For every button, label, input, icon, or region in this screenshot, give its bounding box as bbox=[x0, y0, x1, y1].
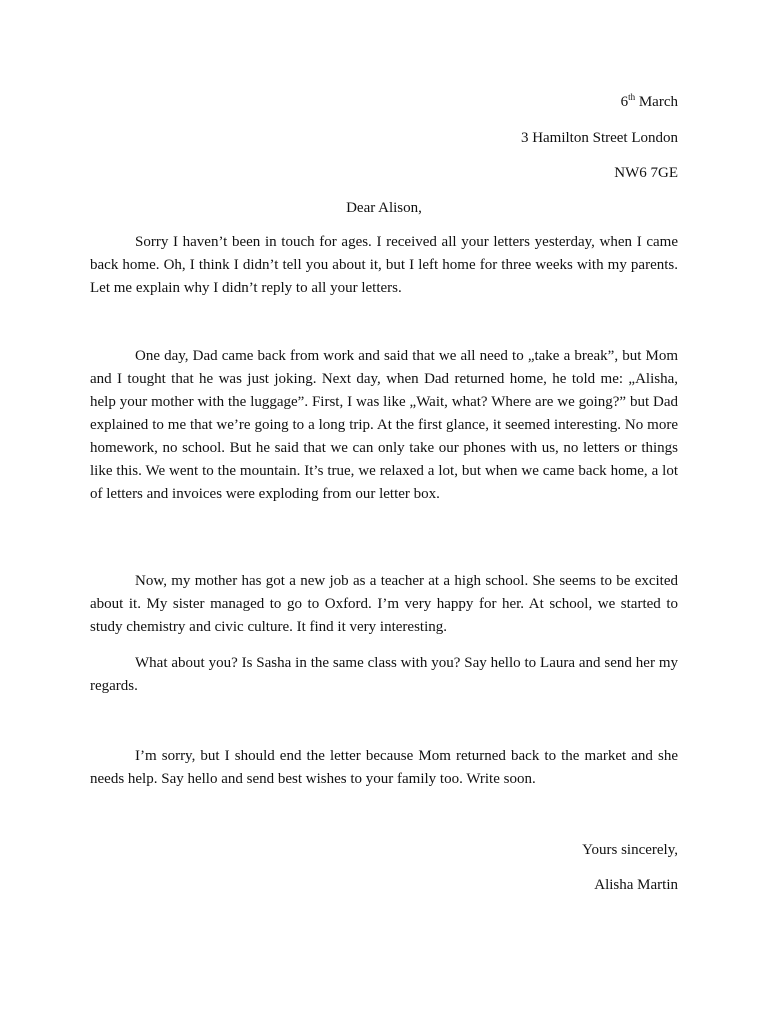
address-line-2: NW6 7GE bbox=[614, 165, 678, 181]
paragraph-4: What about you? Is Sasha in the same class with you? Say hello to Laura and send her my regards. bbox=[90, 655, 678, 694]
signature: Alisha Martin bbox=[594, 877, 678, 893]
date-month: March bbox=[638, 94, 678, 110]
closing: Yours sincerely, bbox=[582, 842, 678, 858]
address-line-1: 3 Hamilton Street London bbox=[520, 130, 678, 146]
date-day: 6 bbox=[620, 94, 629, 110]
date-suffix: th bbox=[628, 92, 636, 102]
paragraph-2: One day, Dad came back from work and said that we all need to „take a break”, but Mom and I tought that he was just joking. Next day, when Dad returned home, he told me: „Alisha, help your mother with the luggage”. First, I was like „Wait, what? Where are we going?” but Dad explained to me that we’re going to a long trip. At the first glance, it seemed interesting. No more homework, no school. But he said that we can only take our phones with us, no letters or things like this. We went to the mountain. It’s true, we relaxed a lot, but when we came back home, a lot of letters and invoices were exploding from our letter box. bbox=[90, 348, 678, 502]
paragraph-3: Now, my mother has got a new job as a teacher at a high school. She seems to be excited about it. My sister managed to go to Oxford. I’m very happy for her. At school, we started to study chemistry and civic culture. It find it very interesting. bbox=[90, 573, 678, 635]
paragraph-1: Sorry I haven’t been in touch for ages. I received all your letters yesterday, when I came back home. Oh, I think I didn’t tell you about it, but I left home for three weeks with my parents. Let me explain why I didn’t reply to all your letters. bbox=[90, 234, 678, 296]
salutation: Dear Alison, bbox=[346, 200, 422, 216]
letter-date bbox=[621, 93, 678, 111]
paragraph-5: I’m sorry, but I should end the letter because Mom returned back to the market and she needs help. Say hello and send best wishes to your family too. Write soon. bbox=[90, 748, 678, 787]
